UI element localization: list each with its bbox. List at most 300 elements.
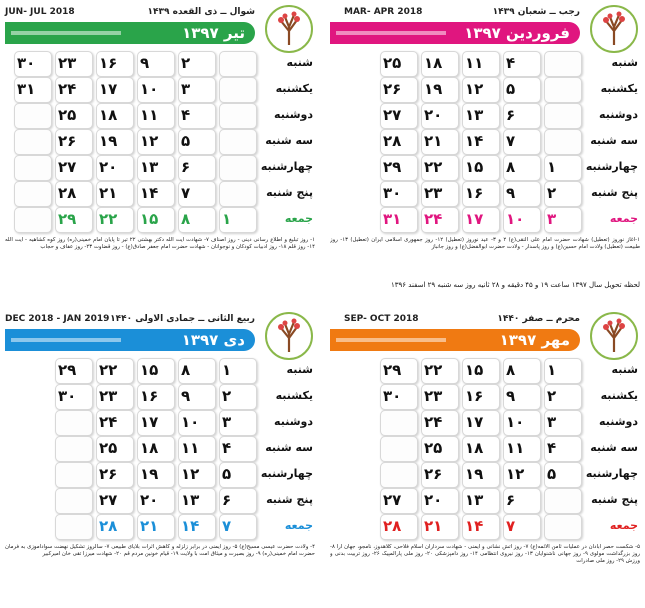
day-cell[interactable] (503, 462, 541, 488)
day-cell[interactable] (137, 358, 175, 384)
day-cell[interactable] (178, 77, 216, 103)
day-cell[interactable] (503, 155, 541, 181)
persian-day-number: ۱۲ (140, 132, 159, 150)
banner-stripe (11, 31, 121, 35)
hijri-range: محرم ــ صفر ۱۴۴۰ (497, 314, 580, 324)
day-cell[interactable] (137, 488, 175, 514)
day-cell[interactable] (219, 488, 257, 514)
day-cell[interactable] (178, 181, 216, 207)
day-cell[interactable] (544, 358, 582, 384)
persian-day-number: ۱ (222, 210, 232, 228)
persian-day-number: ۲۲ (424, 158, 443, 176)
week-row (5, 155, 315, 181)
week-row (330, 358, 640, 384)
day-cell[interactable] (55, 384, 93, 410)
persian-day-number: ۲۳ (424, 387, 443, 405)
gregorian-range: JUN- JUL 2018 (5, 7, 75, 17)
day-cell[interactable] (421, 358, 459, 384)
day-cell[interactable] (544, 181, 582, 207)
day-cell[interactable] (503, 384, 541, 410)
day-cell[interactable] (178, 129, 216, 155)
persian-day-number: ۱۵ (465, 158, 484, 176)
day-cell[interactable] (219, 384, 257, 410)
day-cell[interactable] (137, 129, 175, 155)
persian-day-number: ۱۸ (424, 54, 443, 72)
day-cell[interactable] (503, 51, 541, 77)
day-cell[interactable] (380, 384, 418, 410)
tree-logo-icon (590, 5, 638, 53)
day-cell[interactable] (96, 207, 134, 233)
day-cell[interactable] (55, 358, 93, 384)
persian-day-number: ۱۲ (465, 80, 484, 98)
day-cell[interactable] (219, 514, 257, 540)
day-cell[interactable] (380, 77, 418, 103)
day-cell[interactable] (503, 410, 541, 436)
day-cell[interactable] (137, 77, 175, 103)
persian-day-number: ۷ (506, 517, 516, 535)
week-row (5, 436, 315, 462)
day-cell[interactable] (421, 77, 459, 103)
weekday-label: یکشنبه (600, 389, 638, 402)
persian-day-number: ۴ (506, 54, 516, 72)
persian-day-number: ۵ (181, 132, 191, 150)
day-cell[interactable] (96, 410, 134, 436)
day-cell[interactable] (96, 462, 134, 488)
tree-logo-icon (265, 5, 313, 53)
day-cell[interactable] (55, 103, 93, 129)
persian-day-number: ۷ (506, 132, 516, 150)
day-cell[interactable] (14, 207, 52, 233)
week-row (5, 129, 315, 155)
day-cell[interactable] (178, 51, 216, 77)
day-cell[interactable] (503, 358, 541, 384)
day-cell[interactable] (96, 514, 134, 540)
day-cell[interactable] (544, 51, 582, 77)
week-row (330, 129, 640, 155)
persian-day-number: ۱۹ (465, 465, 484, 483)
day-cell[interactable] (137, 207, 175, 233)
day-cell[interactable] (55, 462, 93, 488)
day-cell[interactable] (421, 384, 459, 410)
weekday-label: جمعه (609, 212, 638, 225)
week-row (5, 410, 315, 436)
day-cell[interactable] (178, 410, 216, 436)
day-cell[interactable] (380, 436, 418, 462)
day-cell[interactable] (503, 488, 541, 514)
day-cell[interactable] (421, 207, 459, 233)
persian-day-number: ۱۴ (465, 517, 484, 535)
day-cell[interactable] (380, 358, 418, 384)
calendar-panel-farvardin (330, 5, 640, 295)
week-row (5, 181, 315, 207)
day-cell[interactable] (137, 181, 175, 207)
persian-day-number: ۱۲ (181, 465, 200, 483)
day-cell[interactable] (462, 77, 500, 103)
weekday-label: جمعه (284, 212, 313, 225)
persian-day-number: ۵ (222, 465, 232, 483)
day-cell[interactable] (219, 436, 257, 462)
week-row (330, 384, 640, 410)
month-banner (5, 329, 255, 351)
day-cell[interactable] (462, 181, 500, 207)
persian-day-number: ۱۰ (506, 413, 525, 431)
weekday-label: یکشنبه (600, 82, 638, 95)
day-cell[interactable] (55, 488, 93, 514)
persian-day-number: ۶ (506, 491, 516, 509)
persian-day-number: ۲۵ (58, 106, 77, 124)
persian-day-number: ۲۳ (58, 54, 77, 72)
persian-day-number: ۲۱ (424, 517, 443, 535)
day-cell[interactable] (178, 103, 216, 129)
day-cell[interactable] (380, 51, 418, 77)
persian-day-number: ۲۳ (99, 387, 118, 405)
day-cell[interactable] (380, 181, 418, 207)
persian-day-number: ۱۱ (181, 439, 200, 457)
month-title: مهر ۱۳۹۷ (499, 331, 570, 349)
weekday-label: پنج شنبه (591, 186, 638, 199)
day-cell[interactable] (421, 129, 459, 155)
persian-day-number: ۹ (140, 54, 150, 72)
day-cell[interactable] (96, 103, 134, 129)
day-cell[interactable] (544, 488, 582, 514)
day-cell[interactable] (421, 181, 459, 207)
gregorian-range: SEP- OCT 2018 (344, 314, 419, 324)
day-cell[interactable] (544, 436, 582, 462)
day-cell[interactable] (503, 103, 541, 129)
persian-day-number: ۱ (222, 361, 232, 379)
persian-day-number: ۱۳ (140, 158, 159, 176)
day-cell[interactable] (503, 129, 541, 155)
day-cell[interactable] (421, 462, 459, 488)
day-cell[interactable] (14, 129, 52, 155)
day-cell[interactable] (544, 207, 582, 233)
day-cell[interactable] (55, 51, 93, 77)
persian-day-number: ۱۳ (465, 491, 484, 509)
persian-day-number: ۳۰ (17, 54, 36, 72)
persian-day-number: ۲۹ (383, 361, 402, 379)
day-cell[interactable] (462, 358, 500, 384)
week-row (5, 207, 315, 233)
day-cell[interactable] (219, 155, 257, 181)
weekday-label: جمعه (609, 519, 638, 532)
week-row (330, 155, 640, 181)
day-cell[interactable] (544, 410, 582, 436)
persian-day-number: ۱۸ (140, 439, 159, 457)
persian-day-number: ۲۷ (383, 491, 402, 509)
day-cell[interactable] (421, 488, 459, 514)
persian-day-number: ۱۹ (99, 132, 118, 150)
day-cell[interactable] (137, 436, 175, 462)
day-cell[interactable] (137, 103, 175, 129)
day-cell[interactable] (544, 103, 582, 129)
week-row (330, 181, 640, 207)
weekday-label: شنبه (611, 363, 638, 376)
day-cell[interactable] (96, 488, 134, 514)
day-cell[interactable] (421, 103, 459, 129)
persian-day-number: ۲۶ (383, 80, 402, 98)
week-row (330, 410, 640, 436)
day-cell[interactable] (462, 462, 500, 488)
gregorian-range: DEC 2018 - JAN 2019 (5, 314, 110, 324)
day-cell[interactable] (96, 384, 134, 410)
persian-day-number: ۲۰ (424, 491, 443, 509)
day-cell[interactable] (14, 181, 52, 207)
hijri-range: شوال ــ ذی القعده ۱۴۳۹ (147, 7, 255, 17)
persian-day-number: ۲۸ (383, 132, 402, 150)
day-cell[interactable] (55, 155, 93, 181)
day-cell[interactable] (219, 207, 257, 233)
persian-day-number: ۲۵ (99, 439, 118, 457)
persian-day-number: ۱۲ (506, 465, 525, 483)
month-banner (330, 22, 580, 44)
day-cell[interactable] (14, 103, 52, 129)
day-cell[interactable] (96, 436, 134, 462)
day-cell[interactable] (462, 436, 500, 462)
day-cell[interactable] (14, 155, 52, 181)
persian-day-number: ۱۹ (424, 80, 443, 98)
week-row (5, 488, 315, 514)
weekday-label: چهارشنبه (585, 467, 638, 480)
day-cell[interactable] (544, 129, 582, 155)
persian-day-number: ۲۰ (99, 158, 118, 176)
day-cell[interactable] (503, 77, 541, 103)
persian-day-number: ۸ (506, 361, 516, 379)
persian-day-number: ۱۶ (465, 387, 484, 405)
week-row (330, 436, 640, 462)
persian-day-number: ۲۸ (99, 517, 118, 535)
day-cell[interactable] (14, 77, 52, 103)
week-row (5, 103, 315, 129)
persian-day-number: ۸ (506, 158, 516, 176)
persian-day-number: ۲ (547, 184, 557, 202)
persian-day-number: ۱۱ (140, 106, 159, 124)
month-title: فروردین ۱۳۹۷ (464, 24, 570, 42)
day-cell[interactable] (380, 514, 418, 540)
day-cell[interactable] (55, 129, 93, 155)
calendar-panel-tir (5, 5, 315, 295)
day-cell[interactable] (503, 436, 541, 462)
persian-day-number: ۶ (222, 491, 232, 509)
persian-day-number: ۲۴ (58, 80, 77, 98)
persian-day-number: ۳ (547, 210, 557, 228)
weekday-label: چهارشنبه (585, 160, 638, 173)
persian-day-number: ۲۲ (424, 361, 443, 379)
day-cell[interactable] (462, 103, 500, 129)
week-row (5, 514, 315, 540)
persian-day-number: ۲۷ (99, 491, 118, 509)
day-cell[interactable] (462, 155, 500, 181)
day-cell[interactable] (96, 155, 134, 181)
day-cell[interactable] (219, 103, 257, 129)
day-cell[interactable] (380, 103, 418, 129)
persian-day-number: ۱۰ (181, 413, 200, 431)
persian-day-number: ۱۷ (465, 210, 484, 228)
persian-day-number: ۲۰ (140, 491, 159, 509)
day-cell[interactable] (137, 384, 175, 410)
weekday-label: دوشنبه (274, 108, 313, 121)
day-cell[interactable] (544, 514, 582, 540)
persian-day-number: ۱۶ (99, 54, 118, 72)
weekday-label: سه شنبه (590, 441, 638, 454)
persian-day-number: ۲۴ (424, 413, 443, 431)
day-cell[interactable] (137, 410, 175, 436)
day-cell[interactable] (462, 207, 500, 233)
persian-day-number: ۱۵ (140, 361, 159, 379)
day-cell[interactable] (55, 436, 93, 462)
day-cell[interactable] (503, 207, 541, 233)
weekday-label: دوشنبه (599, 108, 638, 121)
day-cell[interactable] (503, 181, 541, 207)
day-cell[interactable] (462, 384, 500, 410)
day-cell[interactable] (421, 436, 459, 462)
persian-day-number: ۸ (181, 361, 191, 379)
week-row (330, 77, 640, 103)
persian-day-number: ۱۰ (506, 210, 525, 228)
persian-day-number: ۱۵ (140, 210, 159, 228)
persian-day-number: ۳ (547, 413, 557, 431)
persian-day-number: ۲ (181, 54, 191, 72)
persian-day-number: ۲۵ (383, 54, 402, 72)
persian-day-number: ۲ (547, 387, 557, 405)
persian-day-number: ۱۱ (506, 439, 525, 457)
month-banner (330, 329, 580, 351)
day-cell[interactable] (503, 514, 541, 540)
persian-day-number: ۱۸ (99, 106, 118, 124)
day-cell[interactable] (96, 358, 134, 384)
day-cell[interactable] (55, 410, 93, 436)
day-cell[interactable] (462, 514, 500, 540)
day-cell[interactable] (219, 129, 257, 155)
persian-day-number: ۲۶ (424, 465, 443, 483)
day-cell[interactable] (55, 514, 93, 540)
day-cell[interactable] (219, 51, 257, 77)
persian-day-number: ۲۸ (58, 184, 77, 202)
day-cell[interactable] (380, 488, 418, 514)
day-cell[interactable] (178, 462, 216, 488)
persian-day-number: ۲ (222, 387, 232, 405)
persian-day-number: ۱۶ (465, 184, 484, 202)
day-cell[interactable] (96, 51, 134, 77)
day-cell[interactable] (462, 51, 500, 77)
persian-day-number: ۲۹ (383, 158, 402, 176)
day-cell[interactable] (178, 488, 216, 514)
day-cell[interactable] (462, 410, 500, 436)
banner-stripe (336, 31, 446, 35)
persian-day-number: ۳ (181, 80, 191, 98)
week-row (330, 207, 640, 233)
day-cell[interactable] (137, 51, 175, 77)
day-cell[interactable] (421, 514, 459, 540)
persian-day-number: ۱۴ (465, 132, 484, 150)
day-cell[interactable] (421, 155, 459, 181)
month-title: تیر ۱۳۹۷ (182, 24, 245, 42)
day-cell[interactable] (137, 514, 175, 540)
day-cell[interactable] (55, 207, 93, 233)
persian-day-number: ۸ (181, 210, 191, 228)
day-cell[interactable] (96, 129, 134, 155)
day-cell[interactable] (178, 358, 216, 384)
persian-day-number: ۴ (181, 106, 191, 124)
day-cell[interactable] (178, 514, 216, 540)
day-cell[interactable] (421, 410, 459, 436)
persian-day-number: ۲۹ (58, 210, 77, 228)
holiday-notes: ۱- روز تبلیغ و اطلاع رسانی دینی - روز اصناف ۷- شهادت آیت الله دکتر بهشتی ۲۲ تیر تا پایان امام خمینی(ره) روز کوه کشاهیه - آیت الله ۱۴- روز قلم ۱۸- روز ادبیات کودکان و نوجوانان - شهادت حضرت امام جعفر صادق(ع) - روز قضاوت ۲۳- روز عفاف و حجاب (5, 237, 315, 250)
persian-day-number: ۲۰ (424, 106, 443, 124)
persian-day-number: ۴ (222, 439, 232, 457)
day-cell[interactable] (219, 462, 257, 488)
holiday-notes: ۵- شکست حصر آبادان در عملیات ثامن الائمه(ع) ۷- روز آتش نشانی و ایمنی - شهادت سرداران اسلام فلاحی، کلاهدوز، نامجو، جهان آرا ۸- روز بزرگداشت مولوی ۹- روز جهانی ناشنوایان ۱۳- روز نیروی انتظامی ۱۴- روز دامپزشکی ۲۰- روز ملی پارالمپیک ۲۶- روز تربیت بدنی و ورزش ۲۹- روز ملی صادرات (330, 544, 640, 564)
persian-day-number: ۵ (547, 465, 557, 483)
day-cell[interactable] (380, 155, 418, 181)
day-cell[interactable] (544, 155, 582, 181)
day-cell[interactable] (219, 410, 257, 436)
day-cell[interactable] (380, 129, 418, 155)
day-cell[interactable] (178, 436, 216, 462)
persian-day-number: ۷ (181, 184, 191, 202)
day-cell[interactable] (380, 207, 418, 233)
day-cell[interactable] (55, 77, 93, 103)
day-cell[interactable] (380, 462, 418, 488)
banner-stripe (336, 338, 446, 342)
calendar-panel-dey (5, 312, 315, 602)
weekday-label: یکشنبه (275, 82, 313, 95)
persian-day-number: ۴ (547, 439, 557, 457)
day-cell[interactable] (178, 207, 216, 233)
day-cell[interactable] (55, 181, 93, 207)
day-cell[interactable] (544, 462, 582, 488)
persian-day-number: ۱۷ (140, 413, 159, 431)
weekday-label: دوشنبه (274, 415, 313, 428)
weekday-label: سه شنبه (265, 441, 313, 454)
persian-day-number: ۲۱ (140, 517, 159, 535)
day-cell[interactable] (219, 181, 257, 207)
day-cell[interactable] (137, 155, 175, 181)
weekday-label: چهارشنبه (260, 160, 313, 173)
day-cell[interactable] (462, 129, 500, 155)
day-cell[interactable] (137, 462, 175, 488)
day-cell[interactable] (462, 488, 500, 514)
gregorian-range: MAR- APR 2018 (344, 7, 423, 17)
persian-day-number: ۲۴ (424, 210, 443, 228)
persian-day-number: ۱ (547, 361, 557, 379)
day-cell[interactable] (219, 77, 257, 103)
weekday-label: سه شنبه (590, 134, 638, 147)
day-cell[interactable] (96, 181, 134, 207)
day-cell[interactable] (380, 410, 418, 436)
day-cell[interactable] (219, 358, 257, 384)
day-cell[interactable] (178, 384, 216, 410)
persian-day-number: ۱۰ (140, 80, 159, 98)
weekday-label: پنج شنبه (266, 493, 313, 506)
persian-day-number: ۱۱ (465, 54, 484, 72)
persian-day-number: ۱۳ (465, 106, 484, 124)
calendar-panel-mehr (330, 312, 640, 602)
new-year-moment: لحظه تحویل سال ۱۳۹۷ ساعت ۱۹ و ۴۵ دقیقه و ۲۸ ثانیه روز سه شنبه ۲۹ اسفند ۱۳۹۶ (391, 281, 640, 289)
day-cell[interactable] (544, 384, 582, 410)
day-cell[interactable] (544, 77, 582, 103)
persian-day-number: ۲۶ (99, 465, 118, 483)
day-cell[interactable] (421, 51, 459, 77)
persian-day-number: ۳۰ (58, 387, 77, 405)
persian-day-number: ۱۹ (140, 465, 159, 483)
weekday-label: یکشنبه (275, 389, 313, 402)
week-row (5, 462, 315, 488)
day-cell[interactable] (14, 51, 52, 77)
tree-logo-icon (265, 312, 313, 360)
day-cell[interactable] (96, 77, 134, 103)
persian-day-number: ۲۶ (58, 132, 77, 150)
day-cell[interactable] (178, 155, 216, 181)
